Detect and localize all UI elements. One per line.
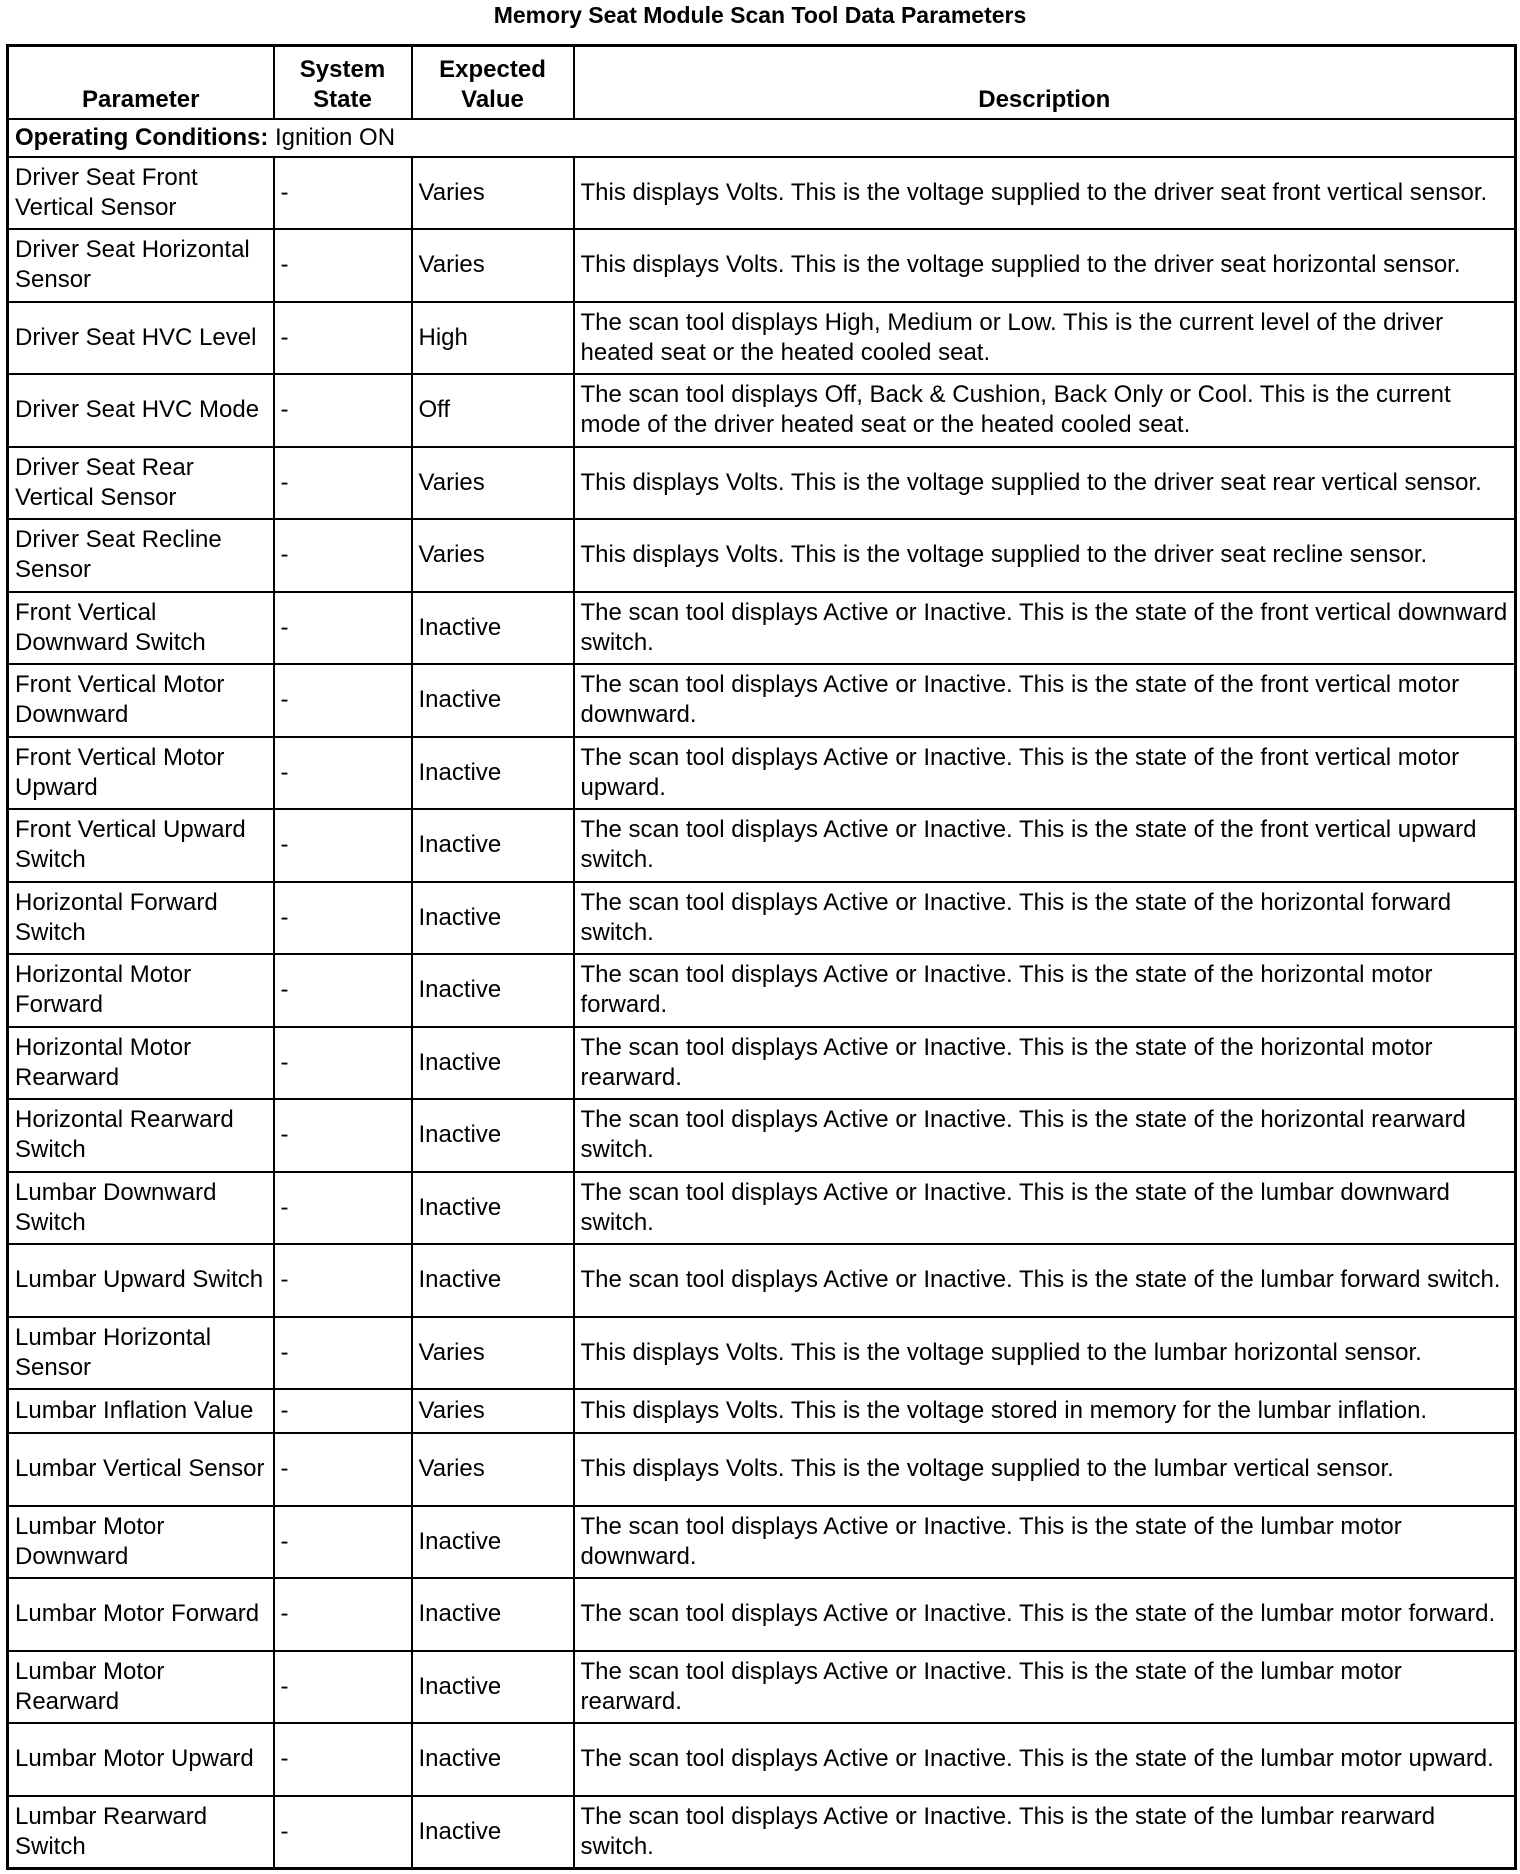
parameter-cell: Lumbar Rearward Switch [8,1796,274,1869]
table-row [8,1099,1516,1172]
expected-value-cell: High [412,302,574,375]
expected-value-cell: Varies [412,1389,574,1433]
system-state-cell: - [274,1651,412,1724]
system-state-cell: - [274,447,412,520]
parameter-cell: Lumbar Motor Forward [8,1578,274,1651]
description-cell: The scan tool displays Active or Inactive. This is the state of the lumbar forward switch. [574,1244,1516,1317]
expected-value-cell: Varies [412,447,574,520]
table-row [8,1244,1516,1317]
system-state-cell: - [274,737,412,810]
system-state-cell: - [274,374,412,447]
parameter-cell: Horizontal Forward Switch [8,882,274,955]
table-row [8,302,1516,375]
parameter-cell: Lumbar Motor Upward [8,1723,274,1796]
system-state-cell: - [274,1317,412,1390]
description-cell: The scan tool displays Active or Inactive. This is the state of the horizontal rearward switch. [574,1099,1516,1172]
table-row [8,447,1516,520]
system-state-cell: - [274,1796,412,1869]
expected-value-cell: Inactive [412,1723,574,1796]
system-state-cell: - [274,954,412,1027]
expected-value-cell: Varies [412,229,574,302]
description-cell: The scan tool displays Active or Inactive. This is the state of the front vertical motor downward. [574,664,1516,737]
table-row [8,1317,1516,1390]
system-state-cell: - [274,1099,412,1172]
table-row [8,1723,1516,1796]
operating-conditions-label: Operating Conditions: [15,123,269,151]
description-cell: The scan tool displays Active or Inactive. This is the state of the front vertical motor upward. [574,737,1516,810]
system-state-cell: - [274,1172,412,1245]
expected-value-cell: Inactive [412,1099,574,1172]
expected-value-cell: Varies [412,1433,574,1506]
operating-conditions-row [8,119,1516,157]
table-row [8,1578,1516,1651]
parameter-cell: Lumbar Vertical Sensor [8,1433,274,1506]
expected-value-cell: Inactive [412,1172,574,1245]
header-parameter: Parameter [8,46,274,119]
expected-value-cell: Inactive [412,1027,574,1100]
description-cell: The scan tool displays Active or Inactive. This is the state of the lumbar motor upward. [574,1723,1516,1796]
expected-value-cell: Inactive [412,809,574,882]
header-description: Description [574,46,1516,119]
parameter-cell: Lumbar Horizontal Sensor [8,1317,274,1390]
parameter-cell: Horizontal Rearward Switch [8,1099,274,1172]
description-cell: This displays Volts. This is the voltage stored in memory for the lumbar inflation. [574,1389,1516,1433]
table-row [8,954,1516,1027]
description-cell: This displays Volts. This is the voltage supplied to the driver seat front vertical sensor. [574,157,1516,230]
table-body [8,119,1516,1869]
parameter-cell: Driver Seat Rear Vertical Sensor [8,447,274,520]
table-row [8,592,1516,665]
expected-value-cell: Inactive [412,1244,574,1317]
system-state-cell: - [274,1506,412,1579]
expected-value-cell: Inactive [412,954,574,1027]
header-system-state: System State [274,46,412,119]
parameter-cell: Driver Seat Recline Sensor [8,519,274,592]
description-cell: The scan tool displays Active or Inactive. This is the state of the lumbar motor downward. [574,1506,1516,1579]
system-state-cell: - [274,519,412,592]
operating-conditions-cell [8,119,1516,157]
expected-value-cell: Inactive [412,592,574,665]
table-row [8,1172,1516,1245]
operating-conditions-value: Ignition ON [274,123,396,151]
expected-value-cell: Inactive [412,664,574,737]
system-state-cell: - [274,809,412,882]
parameter-cell: Driver Seat Front Vertical Sensor [8,157,274,230]
description-cell: The scan tool displays Active or Inactive. This is the state of the horizontal forward switch. [574,882,1516,955]
table-row [8,664,1516,737]
description-cell: The scan tool displays High, Medium or Low. This is the current level of the driver heated seat or the heated cooled seat. [574,302,1516,375]
expected-value-cell: Varies [412,519,574,592]
expected-value-cell: Inactive [412,1506,574,1579]
parameter-cell: Lumbar Upward Switch [8,1244,274,1317]
parameter-cell: Lumbar Motor Rearward [8,1651,274,1724]
system-state-cell: - [274,302,412,375]
expected-value-cell: Inactive [412,882,574,955]
table-row [8,1433,1516,1506]
parameter-cell: Lumbar Motor Downward [8,1506,274,1579]
page-title: Memory Seat Module Scan Tool Data Parameters [493,2,1027,28]
description-cell: The scan tool displays Active or Inactive. This is the state of the lumbar motor forward. [574,1578,1516,1651]
description-cell: The scan tool displays Active or Inactive. This is the state of the front vertical upward switch. [574,809,1516,882]
expected-value-cell: Varies [412,157,574,230]
system-state-cell: - [274,1578,412,1651]
table-row [8,1389,1516,1433]
description-cell: The scan tool displays Active or Inactive. This is the state of the lumbar downward switch. [574,1172,1516,1245]
system-state-cell: - [274,229,412,302]
parameter-cell: Driver Seat Horizontal Sensor [8,229,274,302]
description-cell: This displays Volts. This is the voltage supplied to the driver seat rear vertical sensor. [574,447,1516,520]
table-row [8,1651,1516,1724]
description-cell: The scan tool displays Active or Inactive. This is the state of the lumbar rearward switch. [574,1796,1516,1869]
expected-value-cell: Off [412,374,574,447]
description-cell: This displays Volts. This is the voltage supplied to the lumbar horizontal sensor. [574,1317,1516,1390]
description-cell: The scan tool displays Active or Inactive. This is the state of the lumbar motor rearward. [574,1651,1516,1724]
description-cell: This displays Volts. This is the voltage supplied to the driver seat recline sensor. [574,519,1516,592]
table-header-row [8,46,1516,119]
expected-value-cell: Inactive [412,1578,574,1651]
table-row [8,519,1516,592]
expected-value-cell: Inactive [412,737,574,810]
parameter-cell: Front Vertical Upward Switch [8,809,274,882]
description-cell: The scan tool displays Off, Back & Cushion, Back Only or Cool. This is the current mode of the driver heated seat or the heated cooled seat. [574,374,1516,447]
table-row [8,1506,1516,1579]
table-row [8,1796,1516,1869]
parameter-cell: Lumbar Downward Switch [8,1172,274,1245]
system-state-cell: - [274,1433,412,1506]
parameter-cell: Front Vertical Motor Downward [8,664,274,737]
parameter-cell: Horizontal Motor Rearward [8,1027,274,1100]
table-row [8,157,1516,230]
table-row [8,1027,1516,1100]
system-state-cell: - [274,157,412,230]
description-cell: The scan tool displays Active or Inactive. This is the state of the horizontal motor forward. [574,954,1516,1027]
table-row [8,737,1516,810]
parameter-cell: Driver Seat HVC Level [8,302,274,375]
parameter-cell: Front Vertical Downward Switch [8,592,274,665]
description-cell: The scan tool displays Active or Inactive. This is the state of the front vertical downward switch. [574,592,1516,665]
table-row [8,809,1516,882]
parameter-cell: Lumbar Inflation Value [8,1389,274,1433]
parameter-cell: Front Vertical Motor Upward [8,737,274,810]
system-state-cell: - [274,1027,412,1100]
system-state-cell: - [274,664,412,737]
system-state-cell: - [274,882,412,955]
table-row [8,374,1516,447]
parameter-cell: Driver Seat HVC Mode [8,374,274,447]
table-row [8,229,1516,302]
parameter-cell: Horizontal Motor Forward [8,954,274,1027]
table-row [8,882,1516,955]
description-cell: The scan tool displays Active or Inactive. This is the state of the horizontal motor rearward. [574,1027,1516,1100]
expected-value-cell: Varies [412,1317,574,1390]
parameters-table [6,44,1517,1870]
system-state-cell: - [274,1723,412,1796]
description-cell: This displays Volts. This is the voltage supplied to the lumbar vertical sensor. [574,1433,1516,1506]
description-cell: This displays Volts. This is the voltage supplied to the driver seat horizontal sensor. [574,229,1516,302]
system-state-cell: - [274,592,412,665]
expected-value-cell: Inactive [412,1796,574,1869]
system-state-cell: - [274,1389,412,1433]
expected-value-cell: Inactive [412,1651,574,1724]
header-expected-value: Expected Value [412,46,574,119]
system-state-cell: - [274,1244,412,1317]
